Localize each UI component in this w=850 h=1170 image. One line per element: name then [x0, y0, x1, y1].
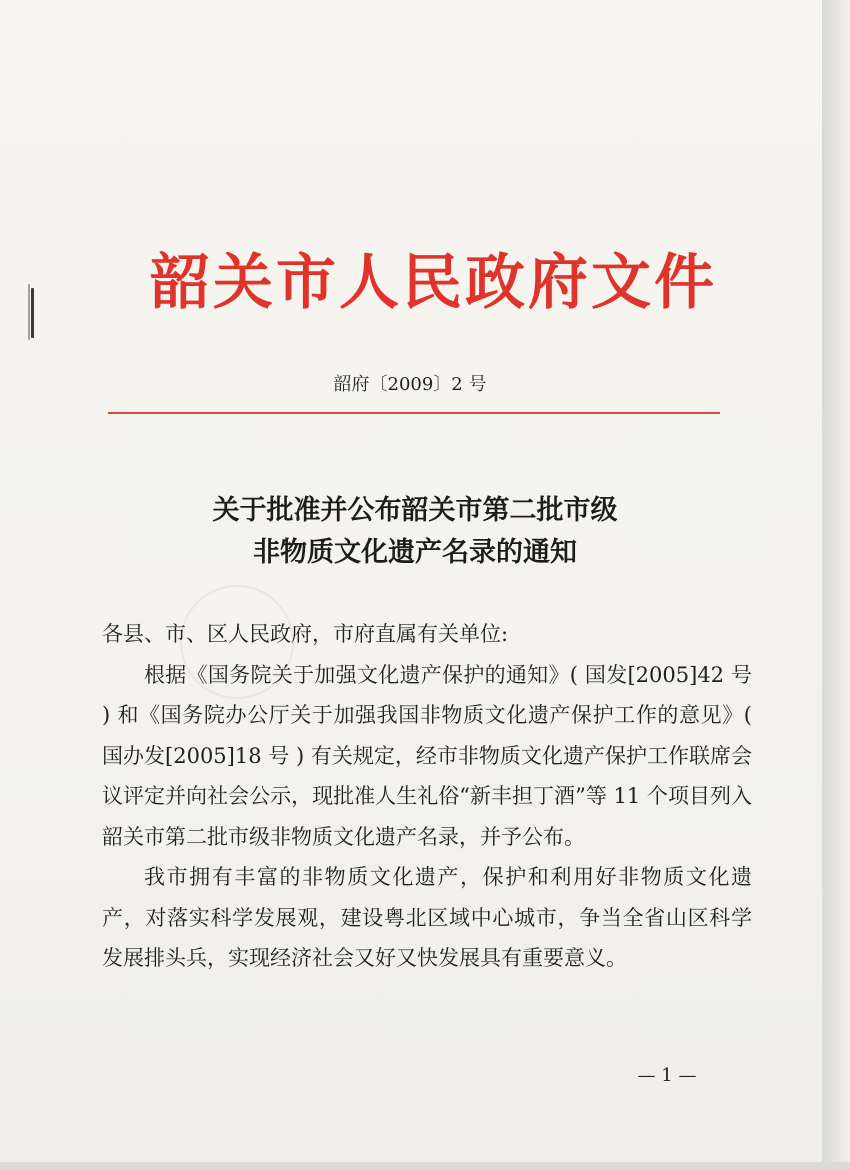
body-paragraph-1: 根据《国务院关于加强文化遗产保护的通知》( 国发[2005]42 号 ) 和《国务院办公厅关于加强我国非物质文化遗产保护工作的意见》( 国办发[2005]18 号 ) 有关规定，经市非物质文化遗产保护工作联席会议评定并向社会公示，现批准人生礼俗“新丰担丁酒”等 11 个项目列入韶关市第二批市级非物质文化遗产名录，并予公布。 [102, 662, 752, 849]
notice-body [102, 614, 752, 979]
header-red-rule [108, 412, 720, 414]
notice-title-line-2: 非物质文化遗产名录的通知 [253, 537, 577, 568]
notice-title [120, 490, 710, 574]
addressee: 各县、市、区人民政府，市府直属有关单位: [102, 622, 509, 646]
document-number: 韶府〔2009〕2 号 [333, 374, 487, 395]
scan-edge-bottom [0, 1162, 850, 1170]
notice-title-line-1: 关于批准并公布韶关市第二批市级 [212, 495, 618, 526]
binding-staple [31, 288, 34, 338]
scan-edge-right [822, 0, 850, 1170]
binding-staple-shadow [28, 284, 30, 340]
body-paragraph-2: 我市拥有丰富的非物质文化遗产，保护和利用好非物质文化遗产，对落实科学发展观，建设粤北区域中心城市，争当全省山区科学发展排头兵，实现经济社会又好又快发展具有重要意义。 [102, 865, 752, 970]
page-number: — 1 — [637, 1065, 697, 1086]
document-header-title: 韶关市人民政府文件 [150, 248, 717, 318]
